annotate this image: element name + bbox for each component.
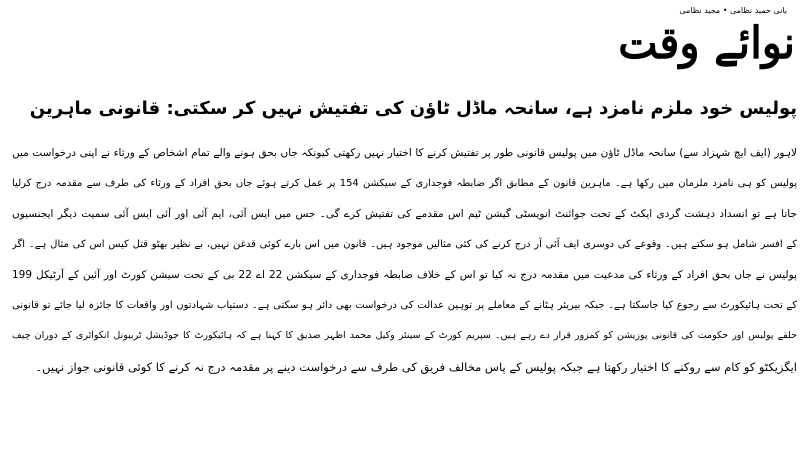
masthead-tagline: بانی حمید نظامی • مجید نظامی (679, 6, 787, 15)
article-line: کے تحت ہائیکورٹ سے رجوع کیا جاسکتا ہے۔ جبکہ بیریئر ہٹانے کے معاملے پر توہین عدالت کی درخواست بھی دائر ہو سکتی ہے۔ دستیاب شہادتوں اور واقعات کا جائزہ لیا جائے تو قانونی (12, 299, 797, 311)
article-body (12, 138, 797, 382)
article-line: کے افسر شامل ہو سکتے ہیں۔ وقوعے کی دوسری ایف آئی آر درج کرنے کی کئی مثالیں موجود ہیں۔ قانون میں اس بارے کوئی قدغن نہیں، بے نظیر بھٹو قتل کیس اس کی مثال ہے۔ اگر (12, 238, 797, 250)
article-line: حلقے پولیس اور حکومت کی قانونی پوزیشن کو کمزور قرار دے رہے ہیں۔ سپریم کورٹ کے سینئر وکیل محمد اظہر صدیق کا کہنا ہے کہ ہائیکورٹ کا جوڈیشل ٹربیونل انکوائری کے دوران چیف (12, 330, 797, 341)
article-line: ایگزیکٹو کو کام سے روکنے کا اختیار رکھتا ہے جبکہ پولیس کے پاس مخالف فریق کی طرف سے درخواست دینے پر مقدمہ درج نہ کرنے کا کوئی قانونی جواز نہیں۔ (35, 359, 797, 374)
article-line: جاتا ہے تو انسداد دہشت گردی ایکٹ کے تحت جوائنٹ انویسٹی گیشن ٹیم اس مقدمے کی تفتیش کرے گی۔ جس میں ایس آئی، ایم آئی اور آئی ایس آئی سمیت دیگر ایجنسیوں (12, 208, 797, 220)
article-line: پولیس نے جاں بحق افراد کے ورثاء کی مدعیت میں مقدمہ درج نہ کیا تو اس کے خلاف ضابطہ فوجداری کے سیکشن 22 اے 22 بی کے تحت سیشن کورٹ اور آئین کے آرٹیکل 199 (12, 269, 797, 281)
newspaper-logo: نوائے وقت (618, 18, 795, 69)
article-line: لاہور (ایف ایچ شہزاد سے) سانحہ ماڈل ٹاؤن میں پولیس قانونی طور پر تفتیش کرنے کا اختیار نہیں رکھتی کیونکہ جاں بحق ہونے والے تمام اشخاص کے ورثاء نے اپنی درخواست میں (12, 147, 797, 159)
article-line: پولیس کو ہی نامزد ملزمان میں رکھا ہے۔ ماہرین قانون کے مطابق اگر ضابطہ فوجداری کے سیکشن 154 پر عمل کرتے ہوئے جاں بحق افراد کے ورثاء کی طرف سے مقدمہ درج کرلیا (12, 177, 797, 189)
masthead (585, 6, 795, 76)
article-headline: پولیس خود ملزم نامزد ہے، سانحہ ماڈل ٹاؤن کی تفتیش نہیں کر سکتی: قانونی ماہرین (29, 98, 797, 119)
